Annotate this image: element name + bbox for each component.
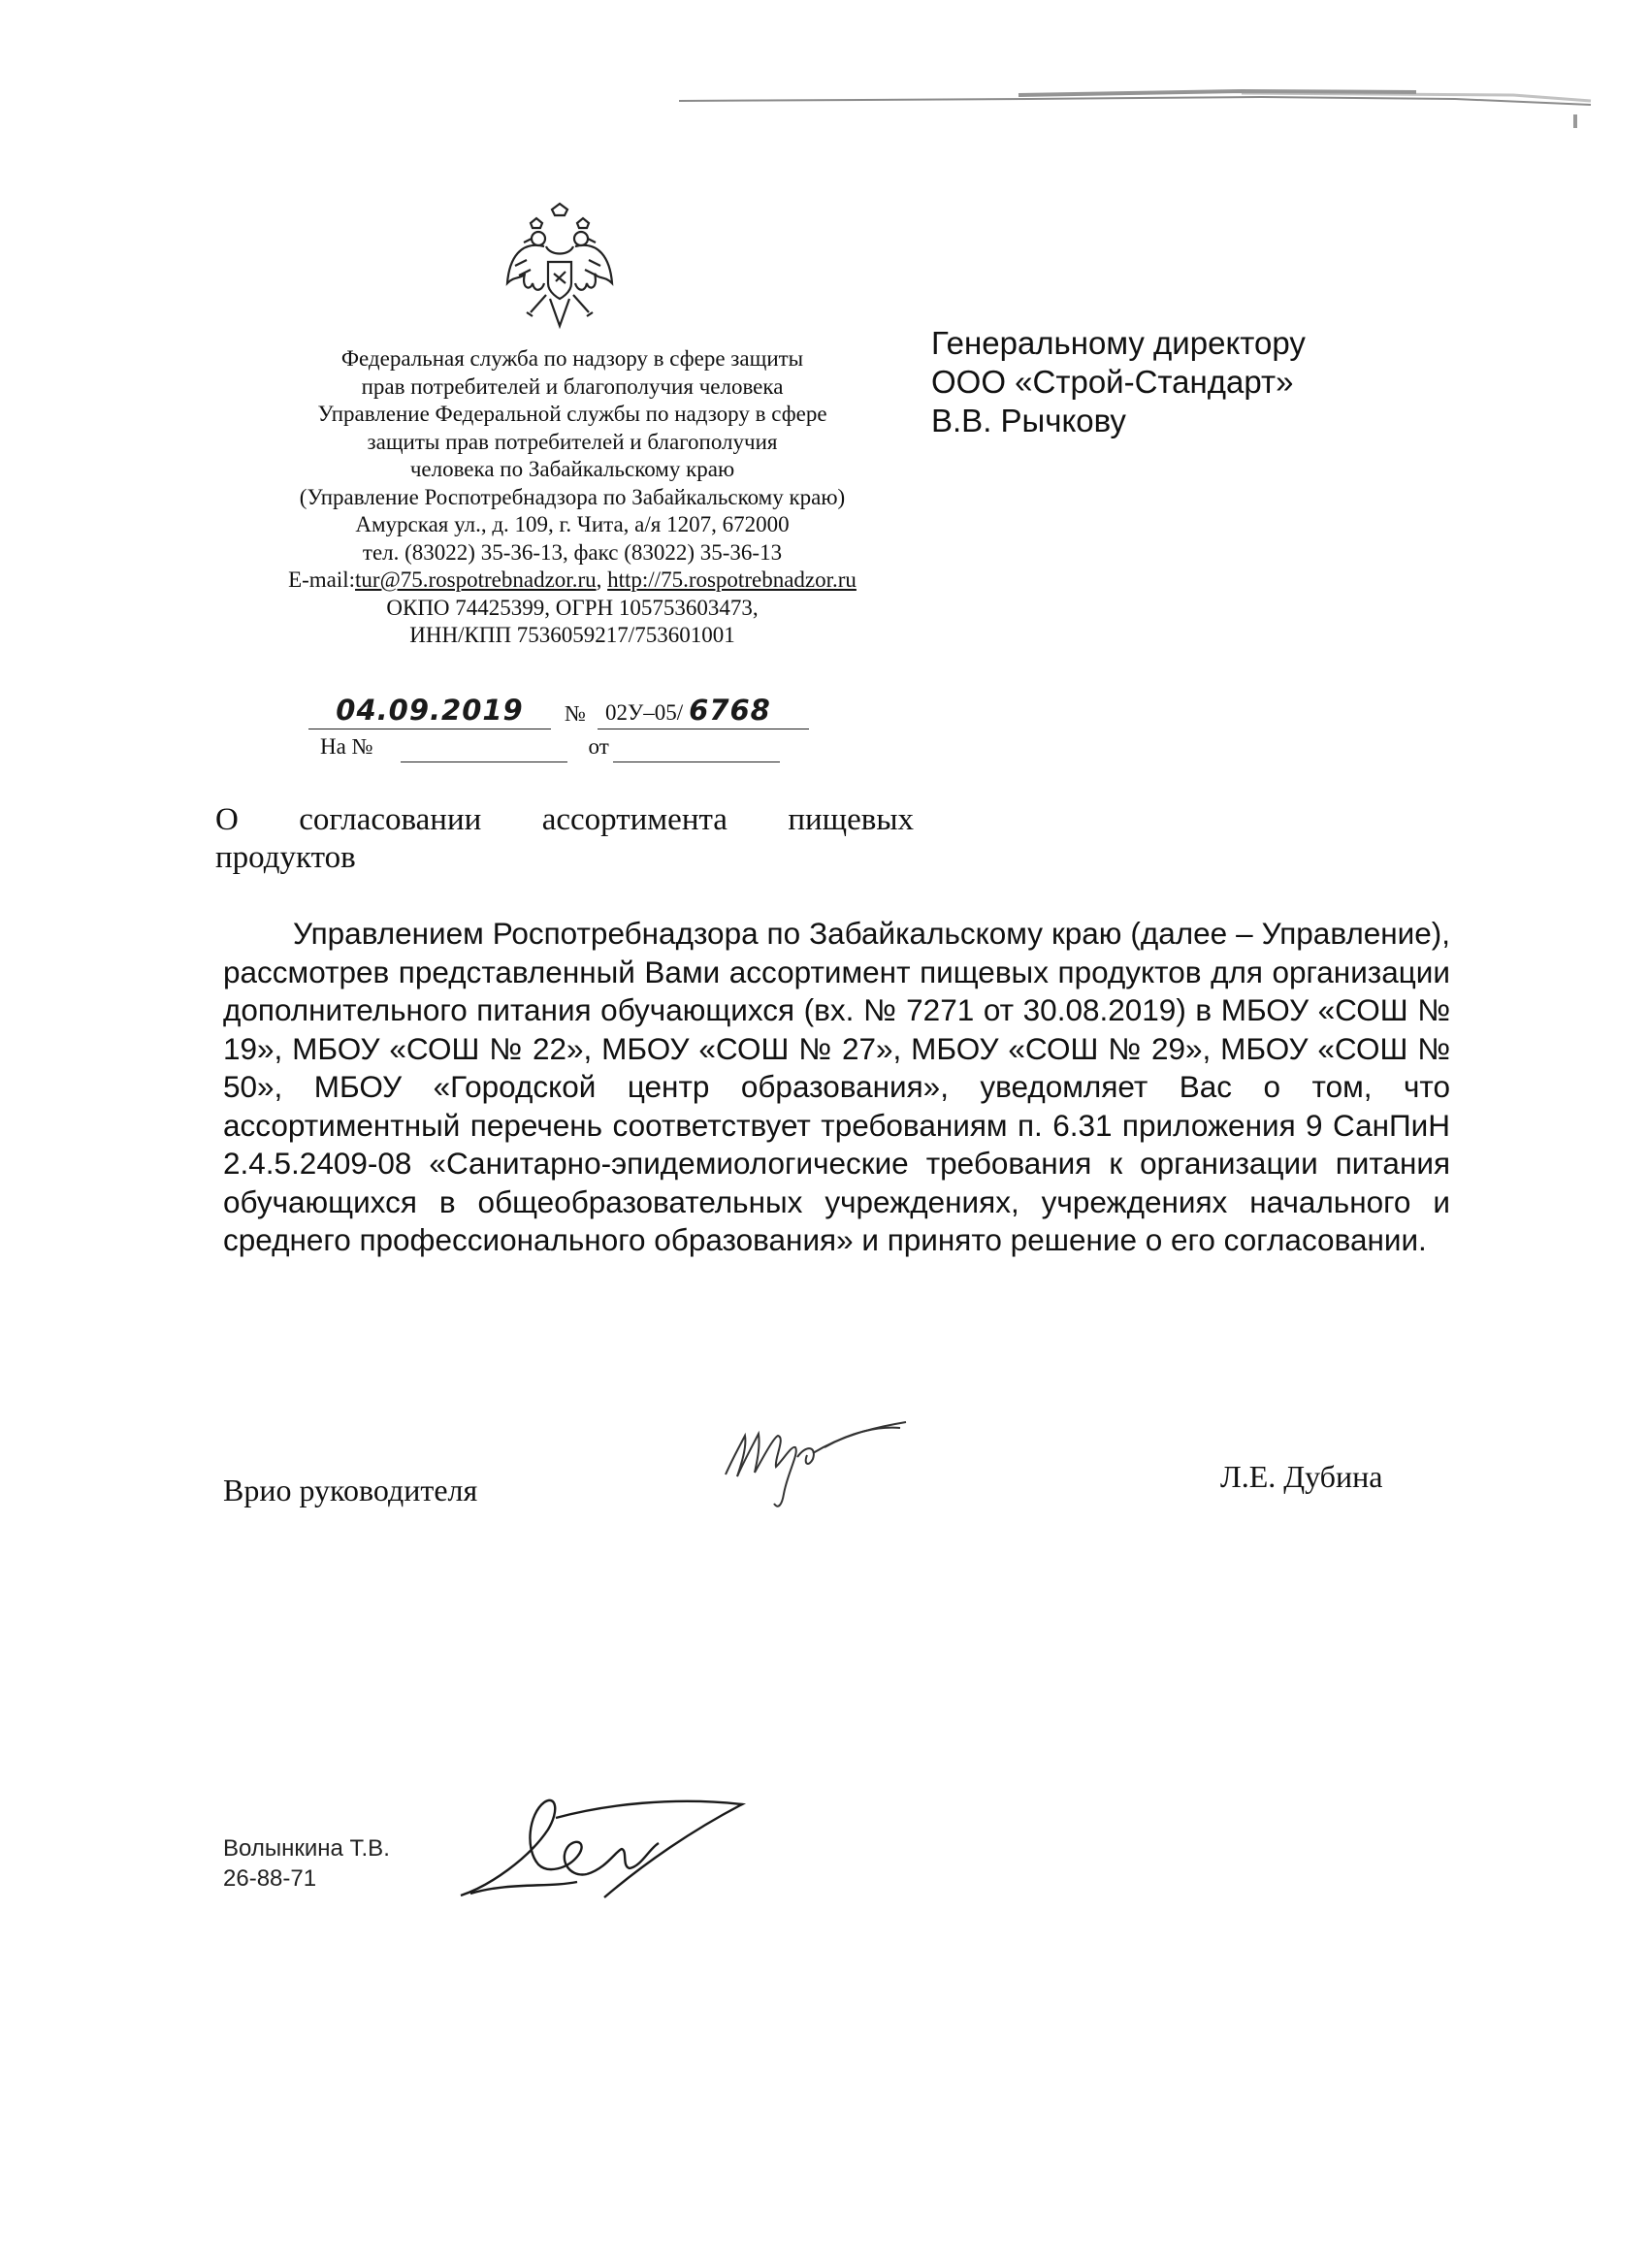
outgoing-date-field [308,695,551,729]
sender-block [213,345,931,650]
sender-line: защиты прав потребителей и благополучия [367,429,778,454]
sender-line: Федеральная служба по надзору в сфере защиты [340,346,804,371]
outgoing-date-handwritten: 04.09.2019 [336,694,524,727]
double-headed-eagle-emblem-icon [501,202,618,338]
okpo-ogrn: ОКПО 74425399, ОГРН 105753603473, [386,595,759,620]
subject-line: продуктов [215,840,356,875]
sender-line: человека по Забайкальскому краю [409,457,735,481]
letter-body: Управлением Роспотребнадзора по Забайкальскому краю (далее – Управление), рассмотрев представленный Вами ассортимент пищевых продуктов для организации дополнительного питания обучающихся (вх. № 7271 от 30.08.2019) в МБОУ «СОШ № 19», МБОУ «СОШ № 22», МБОУ «СОШ № 27», МБОУ «СОШ № 29», МБОУ «СОШ № 50», МБОУ «Городской центр образования», уведомляет Вас о том, что ассортиментный перечень соответствует требованиям п. 6.31 приложения 9 СанПиН 2.4.5.2409-08 «Санитарно-эпидемиологические требования к организации питания обучающихся в общеобразовательных учреждениях, учреждениях начального и среднего профессионального образования» и принято решение о его согласовании. [223,916,1450,1257]
sender-line: (Управление Роспотребнадзора по Забайкальскому краю) [299,484,846,509]
reply-to-row [308,731,852,762]
handwritten-signature-icon [716,1409,920,1515]
reply-to-number-field [401,738,567,762]
reply-from-label: от [588,734,609,759]
outgoing-number-row [308,695,852,729]
sender-contacts-line [213,567,931,595]
email-label: E-mail: [288,567,356,592]
sender-line: Управление Федеральной службы по надзору в сфере [317,402,827,426]
contact-separator: , [596,567,608,592]
letter-subject [215,801,914,877]
subject-line: О согласовании ассортимента пищевых [215,802,914,837]
executor-block [223,1833,390,1894]
website-link[interactable]: http://75.rospotrebnadzor.ru [607,567,857,592]
outgoing-number-handwritten: 6768 [689,694,771,727]
reply-from-date-field [613,738,780,762]
recipient-company: ООО «Строй-Стандарт» [931,364,1294,400]
scan-edge-artifact [0,83,1649,113]
reply-to-label: На № [320,734,373,759]
signatory-role: Врио руководителя [223,1473,478,1507]
scan-speck [1573,114,1577,128]
email-link[interactable]: tur@75.rospotrebnadzor.ru [355,567,597,592]
recipient-name: В.В. Рычкову [931,403,1126,438]
recipient-block [931,324,1397,440]
executor-signature-icon [451,1781,781,1917]
outgoing-number-prefix: 02У–05/ [604,700,684,725]
outgoing-number-field [598,695,809,729]
executor-name: Волынкина Т.В. [223,1835,390,1862]
inn-kpp: ИНН/КПП 7536059217/753601001 [409,623,735,647]
sender-line: тел. (83022) 35-36-13, факс (83022) 35-36-13 [362,539,783,565]
executor-phone: 26-88-71 [223,1865,317,1892]
signatory-name: Л.Е. Дубина [1220,1459,1383,1494]
recipient-position: Генеральному директору [931,325,1306,361]
number-label: № [565,701,586,726]
sender-line: Амурская ул., д. 109, г. Чита, а/я 1207, 672000 [355,512,790,536]
registration-block [308,695,852,762]
sender-line: прав потребителей и благополучия человека [361,373,784,399]
